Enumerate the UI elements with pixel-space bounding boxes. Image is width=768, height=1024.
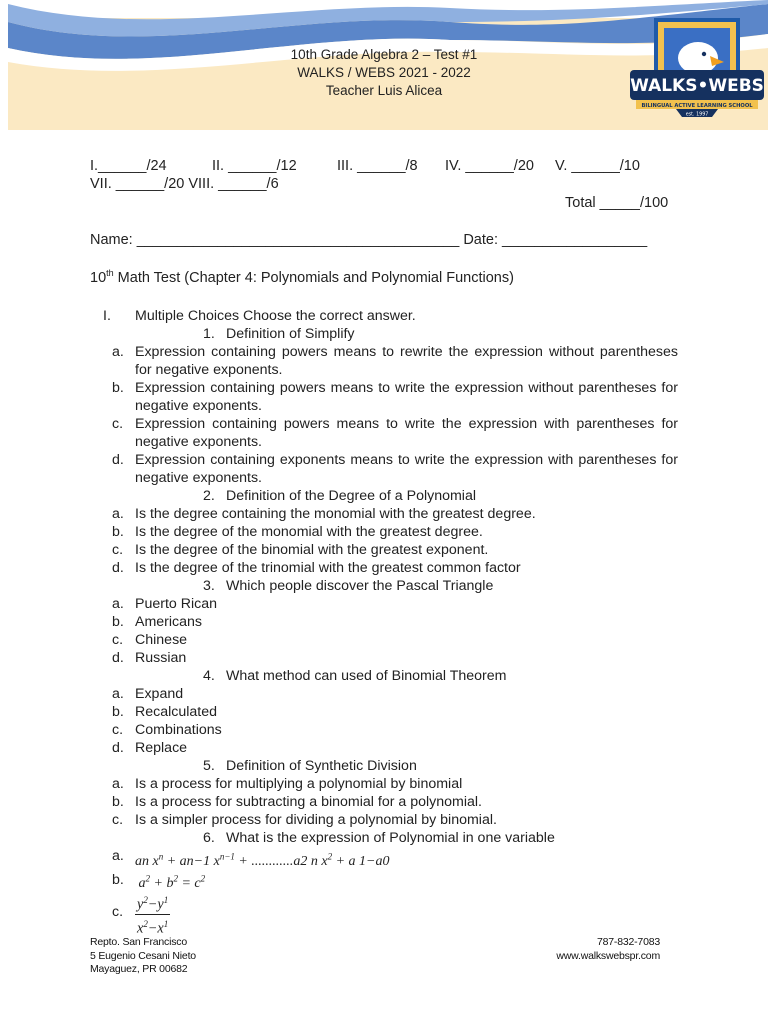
question-number: 1. xyxy=(203,326,215,342)
option-letter: b. xyxy=(112,704,124,720)
answer-option xyxy=(90,379,678,415)
option-letter: d. xyxy=(112,560,124,576)
question-number: 6. xyxy=(203,830,215,846)
header-line-2: WALKS / WEBS 2021 - 2022 xyxy=(297,65,471,80)
answer-option xyxy=(90,703,678,721)
question-number: 2. xyxy=(203,488,215,504)
option-letter: b. xyxy=(112,614,124,630)
header-line-1: 10th Grade Algebra 2 – Test #1 xyxy=(290,47,478,62)
option-text: Is a simpler process for dividing a polynomial by binomial. xyxy=(135,812,497,828)
footer-address-line-1: Repto. San Francisco xyxy=(90,936,187,948)
question-text: Definition of the Degree of a Polynomial xyxy=(226,488,476,504)
option-text: Recalculated xyxy=(135,704,218,720)
option-text: Puerto Rican xyxy=(135,596,218,612)
answer-option xyxy=(90,649,678,667)
option-letter: c. xyxy=(112,542,124,558)
answer-option xyxy=(90,595,678,613)
answer-option xyxy=(90,685,678,703)
option-letter: c. xyxy=(112,904,124,920)
score-line-2: VII. ______/20 VIII. ______/6 xyxy=(90,176,279,192)
option-letter: b. xyxy=(112,380,124,396)
header-line-3: Teacher Luis Alicea xyxy=(325,83,443,98)
option-text: Is the degree of the monomial with the greatest degree. xyxy=(135,524,483,540)
question-title xyxy=(90,757,678,775)
option-text: Chinese xyxy=(135,632,188,648)
option-text: Expression containing powers means to write the expression with parentheses for negative exponents. xyxy=(135,416,678,450)
answer-option xyxy=(90,613,678,631)
logo-est: est. 1997 xyxy=(685,112,709,118)
walks-webs-logo xyxy=(626,14,768,126)
option-letter: c. xyxy=(112,812,124,828)
option-letter: d. xyxy=(112,740,124,756)
question-title xyxy=(90,487,678,505)
answer-option xyxy=(90,867,678,891)
question-number: 4. xyxy=(203,668,215,684)
option-letter: a. xyxy=(112,686,124,702)
option-text: Is a process for multiplying a polynomial by binomial xyxy=(135,776,463,792)
answer-option xyxy=(90,811,678,829)
option-letter: a. xyxy=(112,506,124,522)
questions-section xyxy=(90,307,678,937)
score-line-1 xyxy=(90,158,640,174)
answer-option xyxy=(90,523,678,541)
option-letter: d. xyxy=(112,452,124,468)
option-letter: d. xyxy=(112,650,124,666)
question-title xyxy=(90,577,678,595)
question-text: Which people discover the Pascal Triangle xyxy=(226,578,494,594)
test-title-grade: 10 xyxy=(90,269,107,286)
score-iv: IV. ______/20 xyxy=(445,158,534,174)
question-text: Definition of Simplify xyxy=(226,326,355,342)
logo-name: WALKS•WEBS xyxy=(630,76,764,96)
section-instruction: Multiple Choices Choose the correct answer. xyxy=(135,308,416,324)
test-title-rest: Math Test (Chapter 4: Polynomials and Polynomial Functions) xyxy=(113,269,514,286)
option-letter: a. xyxy=(112,776,124,792)
footer-contact xyxy=(556,936,660,963)
score-total: Total _____/100 xyxy=(565,195,669,211)
option-letter: c. xyxy=(112,632,124,648)
answer-option xyxy=(90,793,678,811)
footer-address-line-3: Mayaguez, PR 00682 xyxy=(90,963,188,975)
option-letter: b. xyxy=(112,872,124,888)
option-text: Expression containing powers means to rewrite the expression without parentheses for negative exponents. xyxy=(135,344,678,378)
question-text: What method can used of Binomial Theorem xyxy=(226,668,507,684)
answer-option xyxy=(90,631,678,649)
footer-address-line-2: 5 Eugenio Cesani Nieto xyxy=(90,949,196,962)
answer-option xyxy=(90,739,678,757)
score-v: V. ______/10 xyxy=(555,158,640,174)
option-text: Is a process for subtracting a binomial for a polynomial. xyxy=(135,794,482,810)
section-numeral: I. xyxy=(103,308,111,324)
option-text: Is the degree of the trinomial with the greatest common factor xyxy=(135,560,521,576)
answer-option xyxy=(90,343,678,379)
answer-option xyxy=(90,415,678,451)
pythagorean-expression: $a^2 + b^2 = c^2$ xyxy=(135,873,206,891)
option-text: Combinations xyxy=(135,722,222,738)
polynomial-expression: an $x^n + an-1$ $x^{n-1} + ............a2$ n $x^2 + a$ 1−a0 xyxy=(135,851,390,869)
question-title xyxy=(90,829,678,847)
answer-option xyxy=(90,721,678,739)
footer-website[interactable]: www.walkswebspr.com xyxy=(556,949,660,962)
test-title-sup: th xyxy=(106,268,114,278)
footer-phone: 787-832-7083 xyxy=(597,936,660,948)
answer-option xyxy=(90,847,678,867)
score-ii: II. ______/12 xyxy=(212,158,297,174)
option-text: Americans xyxy=(135,614,203,630)
option-text: Replace xyxy=(135,740,188,756)
option-letter: b. xyxy=(112,794,124,810)
question-number: 5. xyxy=(203,758,215,774)
option-text: Russian xyxy=(135,650,187,666)
option-text: Expression containing powers means to write the expression without parentheses for negative exponents. xyxy=(135,380,678,414)
footer-address xyxy=(90,936,196,977)
option-letter: a. xyxy=(112,344,124,360)
answer-option xyxy=(90,451,678,487)
answer-option xyxy=(90,505,678,523)
option-text: Expression containing exponents means to write the expression with parentheses for negative exponents. xyxy=(135,452,678,486)
test-title xyxy=(90,268,514,286)
option-text: Is the degree containing the monomial with the greatest degree. xyxy=(135,506,536,522)
option-letter: c. xyxy=(112,416,124,432)
answer-option xyxy=(90,775,678,793)
section-heading xyxy=(90,307,678,325)
option-letter: c. xyxy=(112,722,124,738)
name-date-line: Name: ________________________________________ Date: __________________ xyxy=(90,232,648,248)
logo-subtitle: BILINGUAL ACTIVE LEARNING SCHOOL xyxy=(641,103,753,109)
answer-option xyxy=(90,559,678,577)
question-title xyxy=(90,667,678,685)
option-letter: a. xyxy=(112,848,124,864)
question-text: What is the expression of Polynomial in one variable xyxy=(226,830,555,846)
option-letter: a. xyxy=(112,596,124,612)
score-i: I.______/24 xyxy=(90,158,167,174)
answer-option xyxy=(90,891,678,937)
answer-option xyxy=(90,541,678,559)
score-iii: III. ______/8 xyxy=(337,158,418,174)
option-text: Is the degree of the binomial with the greatest exponent. xyxy=(135,542,489,558)
fraction-expression: $\frac{y^2-y^1}{x^2-x^1}$ xyxy=(135,891,170,937)
option-text: Expand xyxy=(135,686,184,702)
question-text: Definition of Synthetic Division xyxy=(226,758,417,774)
question-title xyxy=(90,325,678,343)
question-list xyxy=(90,325,678,829)
option-letter: b. xyxy=(112,524,124,540)
question-number: 3. xyxy=(203,578,215,594)
